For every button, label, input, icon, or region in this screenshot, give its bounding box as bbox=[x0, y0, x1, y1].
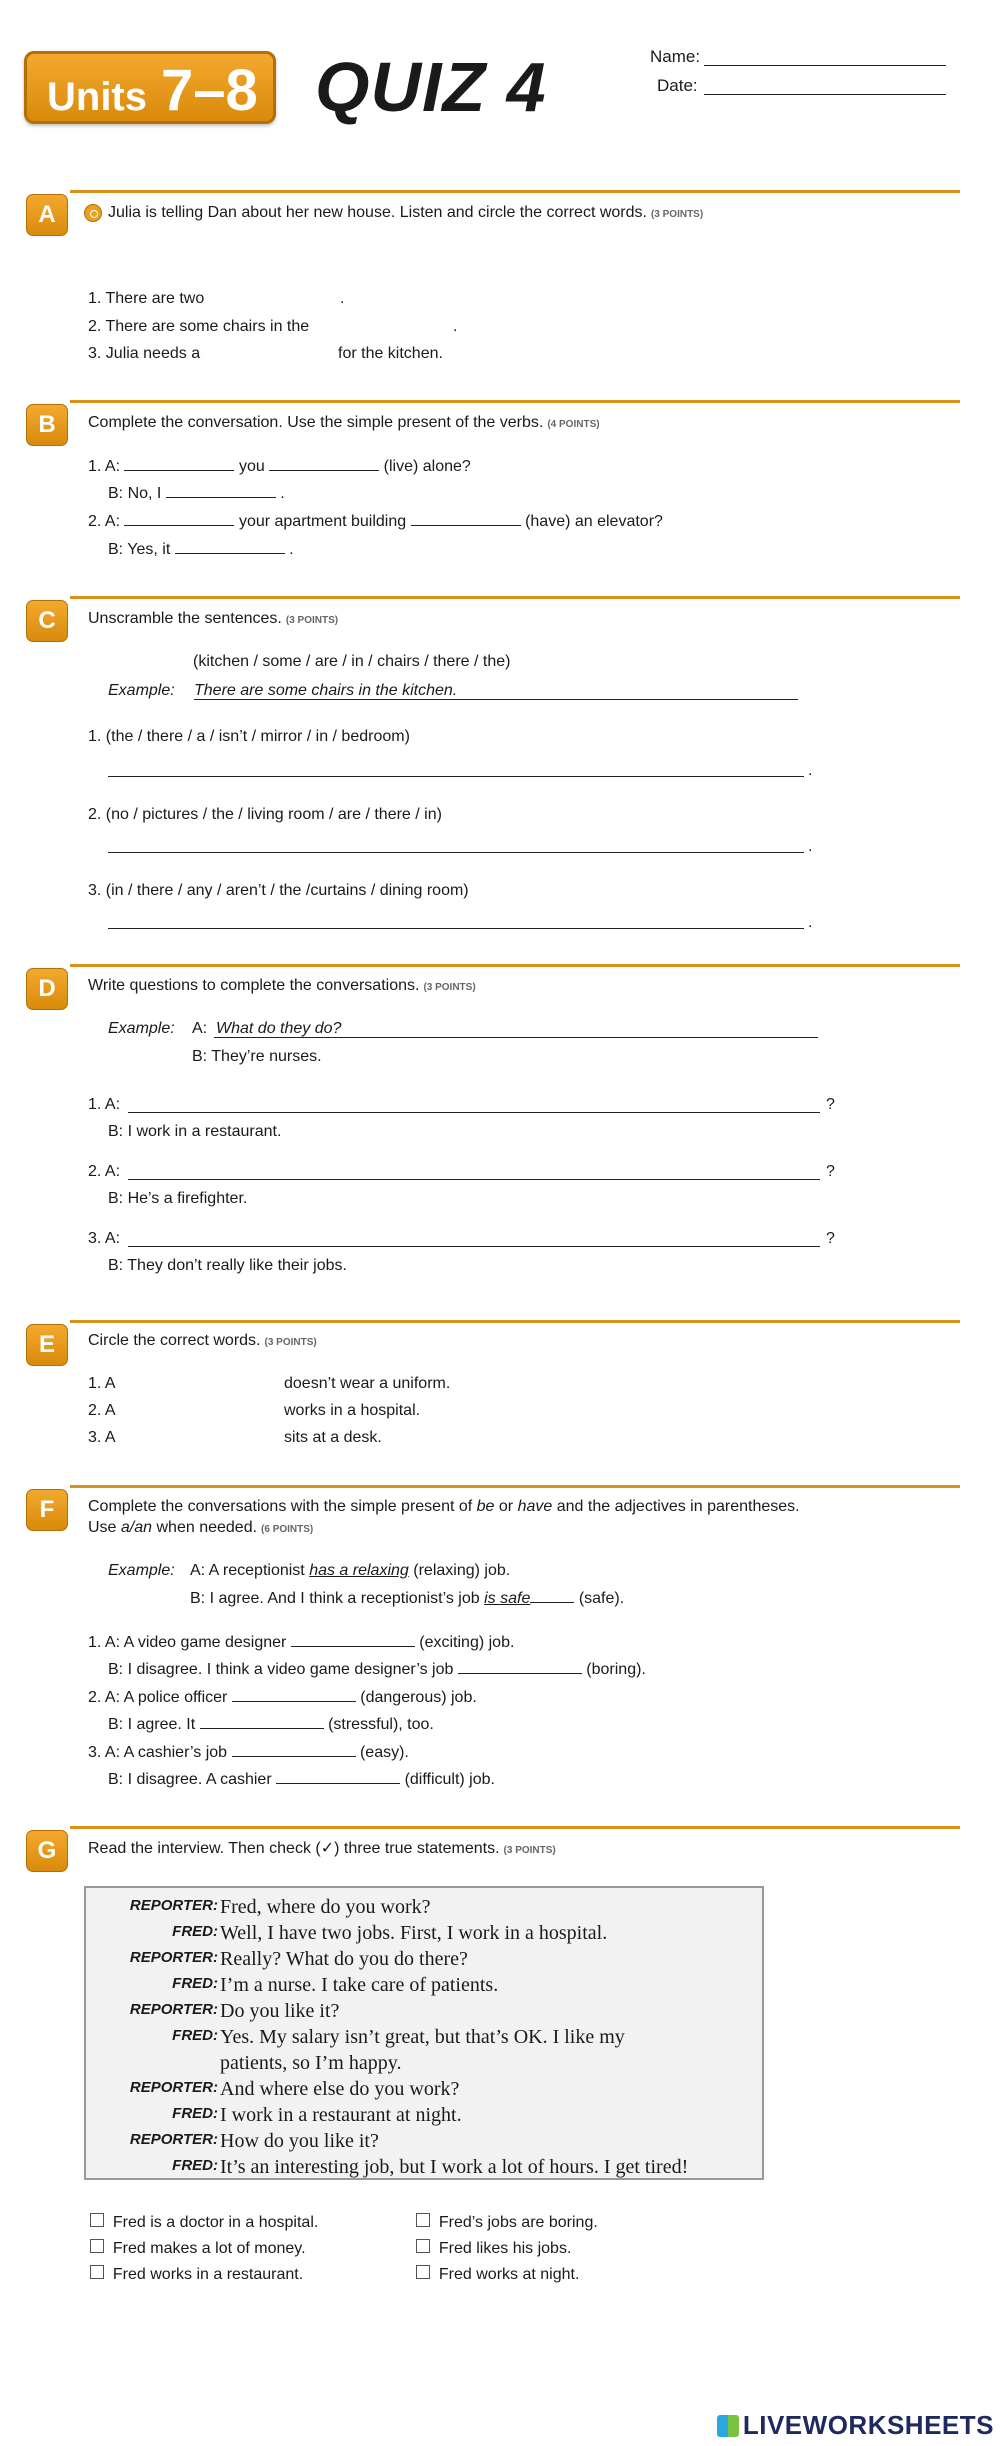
section-a-item-3: 3. Julia needs a bbox=[88, 345, 201, 362]
date-field[interactable] bbox=[704, 77, 946, 95]
section-c-example-words: (kitchen / some / are / in / chairs / there / the) bbox=[193, 653, 511, 670]
section-d-item-2-b: B: He’s a firefighter. bbox=[108, 1190, 248, 1207]
section-e-item-2-rest: works in a hospital. bbox=[284, 1402, 421, 1419]
answer-line bbox=[214, 1037, 818, 1038]
period: . bbox=[808, 838, 813, 855]
interview-box: REPORTER: Fred, where do you work? FRED: Well, I have two jobs. First, I work in a hospital. REPORTER: Really? What do you do there? FRED: I’m a nurse. I take care of patients. REPORTER: Do you like it? FRED: Yes. My salary isn’t great, but that’s OK. I like my patients, so I’m happy. REPORTER: And where else do you work? FRED: I work in a restaurant at night. REPORTER: How do you like it? FRED: It’s an interesting job, but I work a lot of hours. I get tired! bbox=[84, 1886, 764, 2180]
section-f-line-5: 3. A: A cashier’s job (easy). bbox=[88, 1744, 409, 1761]
section-b-line-1: 1. A: you (live) alone? bbox=[88, 458, 471, 475]
blank[interactable] bbox=[291, 1633, 415, 1647]
section-d-item-3: 3. A: bbox=[88, 1230, 121, 1247]
qmark: ? bbox=[826, 1096, 835, 1113]
blank[interactable] bbox=[124, 512, 234, 526]
quiz-title: QUIZ 4 bbox=[315, 48, 547, 126]
answer-line[interactable] bbox=[108, 852, 804, 853]
section-g-rule bbox=[70, 1826, 960, 1829]
name-label: Name: bbox=[650, 47, 701, 66]
units-range: 7–8 bbox=[161, 58, 258, 123]
section-f-line-3: 2. A: A police officer (dangerous) job. bbox=[88, 1689, 477, 1706]
section-b-badge: B bbox=[26, 404, 68, 446]
section-e-rule bbox=[70, 1320, 960, 1323]
section-c-rule bbox=[70, 596, 960, 599]
section-a-item-3-end: for the kitchen. bbox=[338, 345, 443, 362]
statement-item: Fred works at night. bbox=[416, 2265, 579, 2284]
section-a-badge: A bbox=[26, 194, 68, 236]
section-c-badge: C bbox=[26, 600, 68, 642]
section-d-instruction: Write questions to complete the conversations. (3 POINTS) bbox=[88, 977, 476, 994]
section-b-line-3: 2. A: your apartment building (have) an elevator? bbox=[88, 513, 663, 530]
section-c-instruction: Unscramble the sentences. (3 POINTS) bbox=[88, 610, 339, 627]
section-e-item-3: 3. A bbox=[88, 1429, 116, 1446]
checkbox[interactable] bbox=[90, 2213, 104, 2227]
section-a-item-1: 1. There are two bbox=[88, 290, 205, 307]
name-field[interactable] bbox=[704, 48, 946, 66]
blank[interactable] bbox=[276, 1770, 400, 1784]
section-f-line-1: 1. A: A video game designer (exciting) job. bbox=[88, 1634, 515, 1651]
blank[interactable] bbox=[269, 457, 379, 471]
liveworksheets-logo[interactable]: LIVEWORKSHEETS bbox=[717, 2410, 994, 2441]
checkbox[interactable] bbox=[416, 2213, 430, 2227]
blank[interactable] bbox=[232, 1743, 356, 1757]
blank[interactable] bbox=[175, 540, 285, 554]
logo-icon bbox=[717, 2415, 739, 2437]
audio-icon[interactable] bbox=[84, 204, 102, 222]
period: . bbox=[808, 914, 813, 931]
section-f-badge: F bbox=[26, 1489, 68, 1531]
section-b-line-4: B: Yes, it . bbox=[108, 541, 294, 558]
section-b-instruction: Complete the conversation. Use the simple present of the verbs. (4 POINTS) bbox=[88, 414, 600, 431]
section-d-badge: D bbox=[26, 968, 68, 1010]
example-a: A: bbox=[192, 1020, 208, 1037]
section-a-rule bbox=[70, 190, 960, 193]
section-c-item-1: 1. (the / there / a / isn’t / mirror / in / bedroom) bbox=[88, 728, 410, 745]
period: . bbox=[808, 762, 813, 779]
section-a-instruction: Julia is telling Dan about her new house. Listen and circle the correct words. (3 POINTS) bbox=[84, 204, 703, 222]
section-d-example-answer: What do they do? bbox=[216, 1020, 342, 1037]
section-f-example-label: Example: bbox=[108, 1562, 175, 1579]
section-f-line-2: B: I disagree. I think a video game designer’s job (boring). bbox=[108, 1661, 646, 1678]
answer-line bbox=[194, 699, 798, 700]
section-d-example-label: Example: bbox=[108, 1020, 175, 1037]
section-d-item-1: 1. A: bbox=[88, 1096, 121, 1113]
section-c-example-label: Example: bbox=[108, 682, 175, 699]
section-f-instruction: Complete the conversations with the simple present of be or have and the adjectives in parentheses. bbox=[88, 1498, 800, 1515]
blank[interactable] bbox=[200, 1715, 324, 1729]
section-f-example-a: A: A receptionist has a relaxing (relaxing) job. bbox=[190, 1562, 511, 1579]
section-e-item-2: 2. A bbox=[88, 1402, 116, 1419]
checkbox[interactable] bbox=[90, 2265, 104, 2279]
answer-line[interactable] bbox=[108, 928, 804, 929]
section-d-example-b: B: They’re nurses. bbox=[192, 1048, 322, 1065]
checkbox[interactable] bbox=[90, 2239, 104, 2253]
blank[interactable] bbox=[232, 1688, 356, 1702]
section-g-badge: G bbox=[26, 1830, 68, 1872]
qmark: ? bbox=[826, 1230, 835, 1247]
section-a-item-2-end: . bbox=[453, 318, 458, 335]
section-d-item-2: 2. A: bbox=[88, 1163, 121, 1180]
section-c-example-answer: There are some chairs in the kitchen. bbox=[194, 682, 458, 699]
blank[interactable] bbox=[411, 512, 521, 526]
section-a-item-2: 2. There are some chairs in the bbox=[88, 318, 310, 335]
statement-item: Fred likes his jobs. bbox=[416, 2239, 571, 2258]
section-b-rule bbox=[70, 400, 960, 403]
section-e-item-1: 1. A bbox=[88, 1375, 116, 1392]
section-d-item-3-b: B: They don’t really like their jobs. bbox=[108, 1257, 347, 1274]
date-label: Date: bbox=[657, 76, 698, 95]
answer-line[interactable] bbox=[108, 776, 804, 777]
section-c-item-2: 2. (no / pictures / the / living room / are / there / in) bbox=[88, 806, 442, 823]
checkbox[interactable] bbox=[416, 2239, 430, 2253]
qmark: ? bbox=[826, 1163, 835, 1180]
blank[interactable] bbox=[166, 484, 276, 498]
section-e-item-1-rest: doesn’t wear a uniform. bbox=[284, 1375, 451, 1392]
statement-item: Fred is a doctor in a hospital. bbox=[90, 2213, 318, 2232]
units-word: Units bbox=[47, 75, 147, 119]
answer-line[interactable] bbox=[128, 1179, 820, 1180]
statement-item: Fred’s jobs are boring. bbox=[416, 2213, 598, 2232]
answer-line[interactable] bbox=[128, 1246, 820, 1247]
blank[interactable] bbox=[458, 1660, 582, 1674]
answer-line[interactable] bbox=[128, 1112, 820, 1113]
units-badge bbox=[24, 51, 276, 124]
section-f-rule bbox=[70, 1485, 960, 1488]
section-d-item-1-b: B: I work in a restaurant. bbox=[108, 1123, 282, 1140]
section-a-item-1-end: . bbox=[340, 290, 345, 307]
section-d-rule bbox=[70, 964, 960, 967]
blank[interactable] bbox=[124, 457, 234, 471]
section-b-line-2: B: No, I . bbox=[108, 485, 285, 502]
statement-item: Fred makes a lot of money. bbox=[90, 2239, 306, 2258]
section-f-line-4: B: I agree. It (stressful), too. bbox=[108, 1716, 434, 1733]
section-f-example-b: B: I agree. And I think a receptionist’s job is safe (safe). bbox=[190, 1590, 625, 1607]
section-e-item-3-rest: sits at a desk. bbox=[284, 1429, 382, 1446]
section-f-instruction-2: Use a/an when needed. (6 POINTS) bbox=[88, 1519, 314, 1536]
section-g-instruction: Read the interview. Then check (✓) three true statements. (3 POINTS) bbox=[88, 1840, 556, 1857]
section-e-instruction: Circle the correct words. (3 POINTS) bbox=[88, 1332, 317, 1349]
statement-item: Fred works in a restaurant. bbox=[90, 2265, 303, 2284]
section-e-badge: E bbox=[26, 1324, 68, 1366]
section-f-line-6: B: I disagree. A cashier (difficult) job. bbox=[108, 1771, 495, 1788]
checkbox[interactable] bbox=[416, 2265, 430, 2279]
section-c-item-3: 3. (in / there / any / aren’t / the /curtains / dining room) bbox=[88, 882, 469, 899]
